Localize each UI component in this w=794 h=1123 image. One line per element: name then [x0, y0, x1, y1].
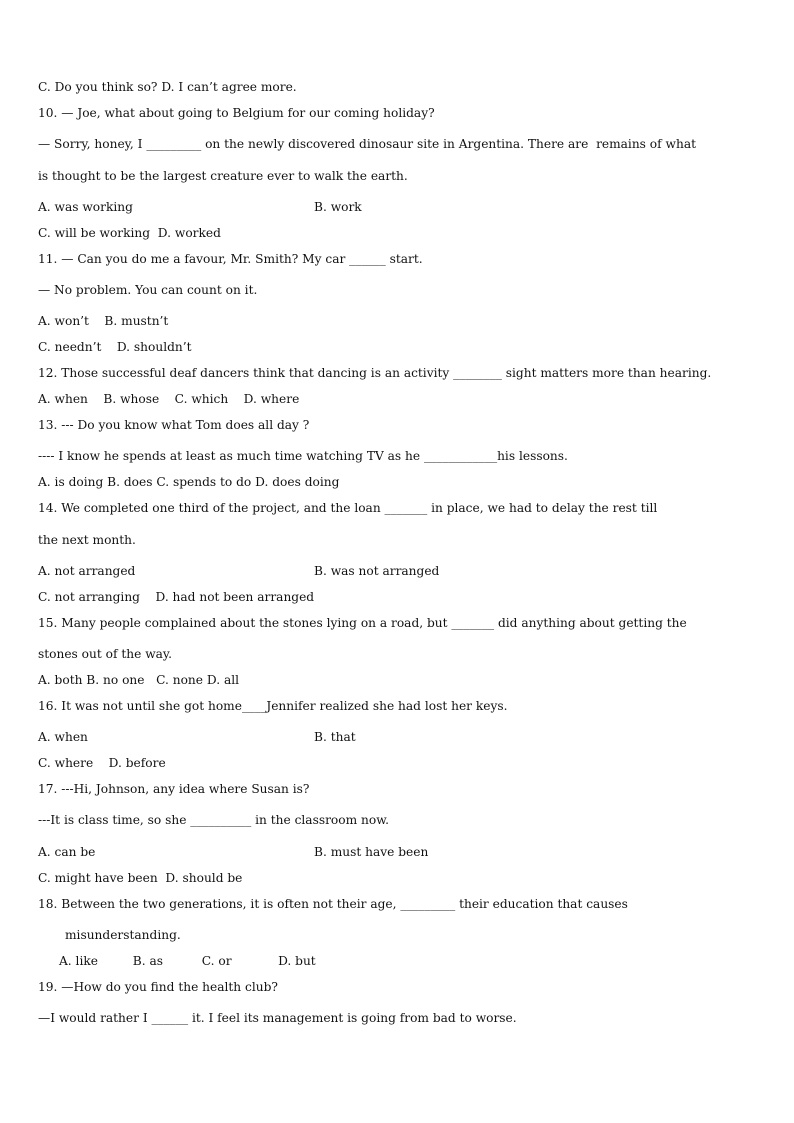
option-b: B. work: [314, 200, 362, 214]
question-10-line: [38, 137, 756, 151]
option-b: B. must have been: [314, 845, 429, 859]
question-10-line: is thought to be the largest creature ever to walk the earth.: [38, 169, 408, 183]
option-b: B. that: [314, 730, 356, 744]
options-cd: C. not arranging D. had not been arranged: [38, 590, 315, 604]
question-19-reply: —I would rather I ______ it. I feel its management is going from bad to worse.: [38, 1011, 517, 1025]
option-a: A. when: [38, 730, 88, 744]
options-cd: C. where D. before: [38, 756, 166, 770]
question-18-line: misunderstanding.: [65, 928, 181, 942]
question-11-reply: — No problem. You can count on it.: [38, 283, 258, 297]
options-cd: C. needn’t D. shouldn’t: [38, 340, 192, 354]
line-option: C. Do you think so? D. I can’t agree more.: [38, 80, 297, 94]
options-ab: A. won’t B. mustn’t: [38, 314, 169, 328]
question-18: 18. Between the two generations, it is often not their age, _________ their education that causes: [38, 897, 628, 911]
option-a: A. was working: [38, 200, 133, 214]
options: A. both B. no one C. none D. all: [38, 673, 240, 687]
options: A. is doing B. does C. spends to do D. does doing: [38, 475, 340, 489]
option-b: B. was not arranged: [314, 564, 440, 578]
question-15: 15. Many people complained about the stones lying on a road, but _______ did anything about getting the: [38, 616, 687, 630]
question-10: 10. — Joe, what about going to Belgium for our coming holiday?: [38, 106, 435, 120]
option-a: A. not arranged: [38, 564, 136, 578]
question-14: 14. We completed one third of the project, and the loan _______ in place, we had to delay the rest till: [38, 501, 658, 515]
question-19: 19. —How do you find the health club?: [38, 980, 278, 994]
question-13-reply: ---- I know he spends at least as much time watching TV as he ____________his lessons.: [38, 449, 568, 463]
question-10-text: — Sorry, honey, I _________ on the newly discovered dinosaur site in Argentina. There are remains of what: [38, 137, 696, 151]
options: A. like B. as C. or D. but: [59, 954, 316, 968]
options-cd: C. will be working D. worked: [38, 226, 221, 240]
question-17-reply: ---It is class time, so she __________ in the classroom now.: [38, 813, 390, 827]
option-a: A. can be: [38, 845, 96, 859]
question-12: 12. Those successful deaf dancers think that dancing is an activity ________ sight matters more than hearing.: [38, 366, 712, 380]
options: A. when B. whose C. which D. where: [38, 392, 300, 406]
question-17: 17. ---Hi, Johnson, any idea where Susan is?: [38, 782, 310, 796]
question-11: 11. — Can you do me a favour, Mr. Smith? My car ______ start.: [38, 252, 423, 266]
options-cd: C. might have been D. should be: [38, 871, 243, 885]
question-13: 13. --- Do you know what Tom does all day ?: [38, 418, 310, 432]
question-15-line: stones out of the way.: [38, 647, 173, 661]
question-16: 16. It was not until she got home____Jennifer realized she had lost her keys.: [38, 699, 508, 713]
question-14-line: the next month.: [38, 533, 136, 547]
